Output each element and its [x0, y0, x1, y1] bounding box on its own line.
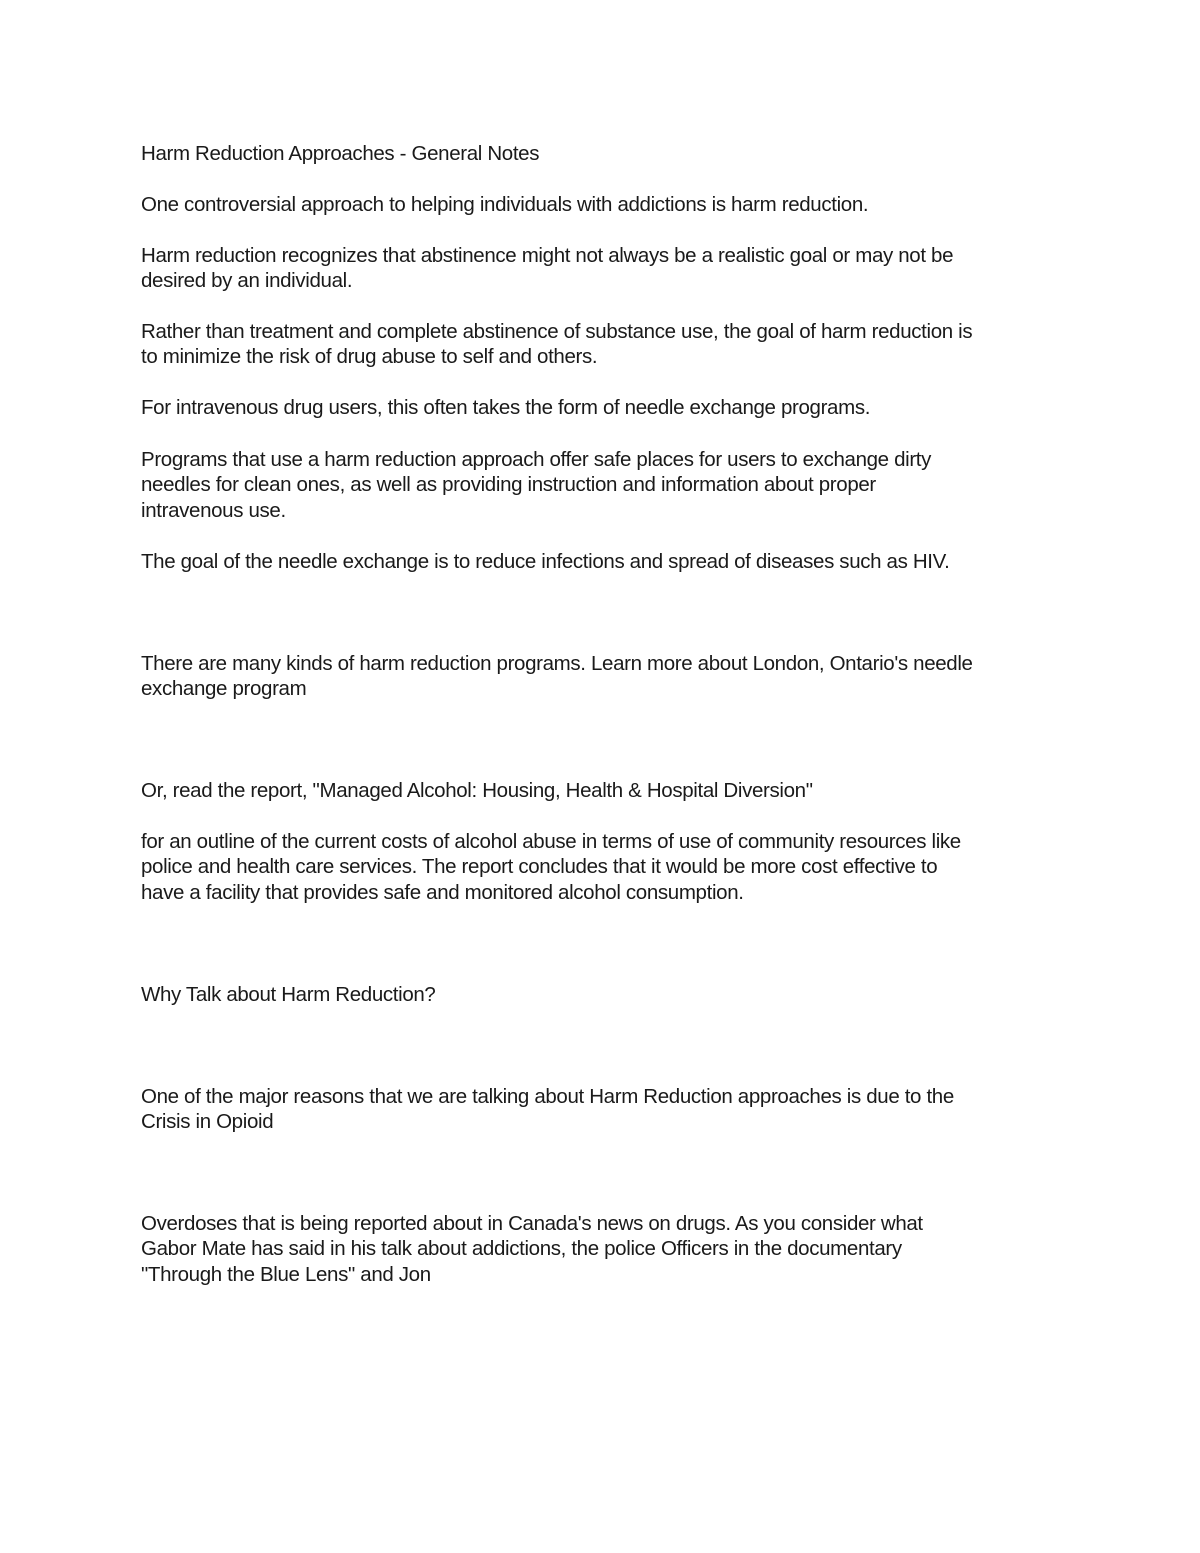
paragraph-line: One of the major reasons that we are talking about Harm Reduction approaches is due to the — [141, 1085, 954, 1108]
paragraph-line: desired by an individual. — [141, 269, 353, 292]
section-heading: Why Talk about Harm Reduction? — [141, 983, 436, 1006]
paragraph-line: "Through the Blue Lens" and Jon — [141, 1263, 431, 1286]
paragraph-line: Gabor Mate has said in his talk about addictions, the police Officers in the documentary — [141, 1237, 902, 1260]
paragraph-line: Harm reduction recognizes that abstinence might not always be a realistic goal or may not be — [141, 244, 954, 267]
paragraph-line: exchange program — [141, 677, 307, 700]
paragraph-line: One controversial approach to helping individuals with addictions is harm reduction. — [141, 193, 869, 216]
paragraph-line: for an outline of the current costs of alcohol abuse in terms of use of community resources like — [141, 830, 961, 853]
paragraph-line: For intravenous drug users, this often takes the form of needle exchange programs. — [141, 396, 871, 419]
paragraph-line: to minimize the risk of drug abuse to self and others. — [141, 345, 598, 368]
paragraph-line: Overdoses that is being reported about in Canada's news on drugs. As you consider what — [141, 1212, 923, 1235]
paragraph-line: Or, read the report, "Managed Alcohol: Housing, Health & Hospital Diversion" — [141, 779, 813, 802]
paragraph-line: needles for clean ones, as well as providing instruction and information about proper — [141, 473, 876, 496]
paragraph-line: police and health care services. The report concludes that it would be more cost effective to — [141, 855, 938, 878]
paragraph-line: intravenous use. — [141, 499, 286, 522]
paragraph-line: There are many kinds of harm reduction programs. Learn more about London, Ontario's needle — [141, 652, 973, 675]
paragraph-line: The goal of the needle exchange is to reduce infections and spread of diseases such as HIV. — [141, 550, 950, 573]
document-title: Harm Reduction Approaches - General Notes — [141, 142, 540, 165]
paragraph-line: Programs that use a harm reduction approach offer safe places for users to exchange dirty — [141, 448, 932, 471]
paragraph-line: Crisis in Opioid — [141, 1110, 274, 1133]
paragraph-line: Rather than treatment and complete abstinence of substance use, the goal of harm reduction is — [141, 320, 973, 343]
paragraph-line: have a facility that provides safe and monitored alcohol consumption. — [141, 881, 744, 904]
